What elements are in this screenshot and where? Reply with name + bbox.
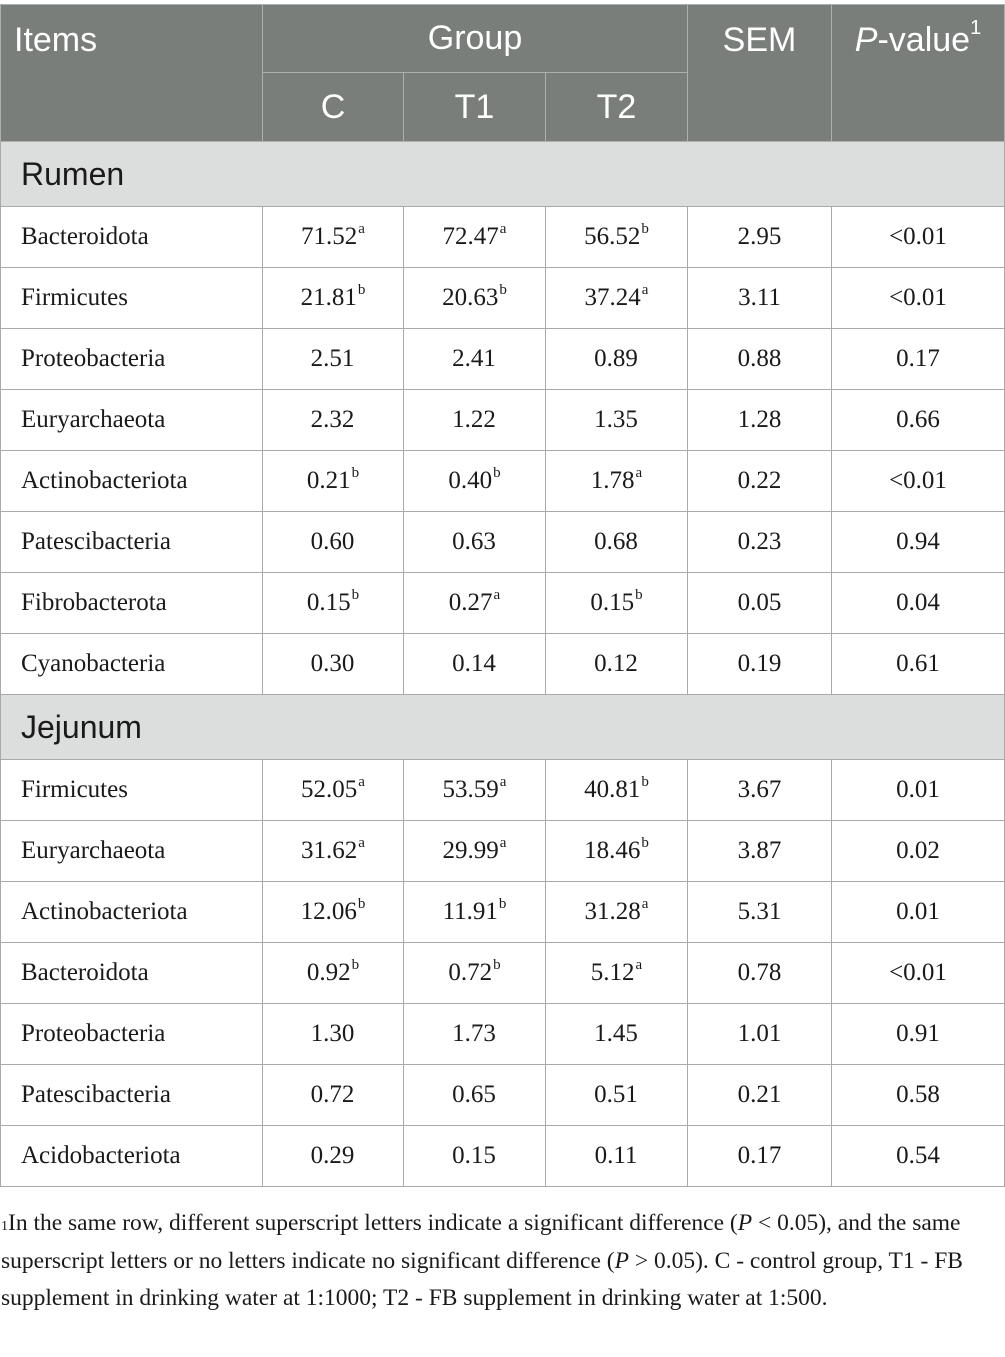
group-t1-superscript: b: [493, 957, 501, 973]
group-t2-value: 0.15: [590, 589, 635, 616]
footnote-italic-p-2: P: [614, 1247, 629, 1274]
group-c-superscript: b: [351, 957, 360, 973]
pvalue-cell: <0.01: [832, 268, 1005, 329]
group-t1-value: 0.14: [452, 650, 496, 677]
group-t2-value: 5.12: [590, 959, 635, 986]
group-c-value-cell: [263, 943, 404, 1004]
table-header: [1, 5, 1005, 142]
pvalue-cell: 0.17: [832, 329, 1005, 390]
group-t1-superscript: b: [499, 282, 507, 298]
group-t2-value: 37.24: [584, 284, 641, 311]
table-row: [1, 1126, 1005, 1187]
sem-value-cell: 5.31: [688, 882, 832, 943]
sem-value-cell: 1.28: [688, 390, 832, 451]
table-row: [1, 634, 1005, 695]
sem-value-cell: 0.23: [688, 512, 832, 573]
group-t1-header: T1: [404, 73, 546, 142]
item-name-cell: Euryarchaeota: [1, 821, 263, 882]
group-c-value: 12.06: [300, 898, 357, 925]
pvalue-cell: 0.91: [832, 1004, 1005, 1065]
group-t1-value: 11.91: [442, 898, 498, 925]
sem-value-cell: 0.22: [688, 451, 832, 512]
group-t2-value-cell: [546, 821, 688, 882]
pvalue-cell: 0.02: [832, 821, 1005, 882]
group-t1-superscript: a: [499, 774, 507, 790]
group-c-value-cell: [263, 329, 404, 390]
item-name-cell: Firmicutes: [1, 268, 263, 329]
group-t1-value-cell: [404, 268, 546, 329]
group-t1-superscript: b: [498, 896, 507, 912]
table-row: [1, 943, 1005, 1004]
group-c-value-cell: [263, 1126, 404, 1187]
group-t2-value: 1.35: [594, 406, 638, 433]
item-name-cell: Firmicutes: [1, 760, 263, 821]
group-t2-value: 31.28: [584, 898, 641, 925]
group-t2-value-cell: [546, 1126, 688, 1187]
table-body: [1, 142, 1005, 1187]
group-c-value: 2.51: [310, 345, 355, 372]
group-c-value-cell: [263, 1004, 404, 1065]
group-t1-value: 0.65: [452, 1081, 496, 1108]
group-t2-value: 40.81: [584, 776, 641, 803]
table-row: [1, 207, 1005, 268]
sem-value-cell: 3.11: [688, 268, 832, 329]
table-row: [1, 451, 1005, 512]
group-t2-value: 56.52: [584, 223, 641, 250]
group-t2-superscript: b: [641, 835, 649, 851]
group-t1-value-cell: [404, 512, 546, 573]
group-c-value: 2.32: [310, 406, 355, 433]
sem-value-cell: 2.95: [688, 207, 832, 268]
table-row: [1, 882, 1005, 943]
pvalue-cell: <0.01: [832, 451, 1005, 512]
item-name-cell: Actinobacteriota: [1, 451, 263, 512]
pvalue-cell: <0.01: [832, 207, 1005, 268]
group-t1-value: 72.47: [442, 223, 499, 250]
group-t2-header: T2: [546, 73, 688, 142]
results-table: [0, 4, 1005, 1187]
group-c-value-cell: [263, 207, 404, 268]
group-t2-superscript: b: [641, 774, 649, 790]
footnote-marker: 1: [1, 1219, 8, 1234]
group-t1-superscript: a: [499, 221, 507, 237]
footnote-text-3: > 0.05). C - control group, T1 - FB supplement in drinking water at 1:1000; T2 - FB supplement in drinking water at 1:500.: [1, 1247, 963, 1311]
pvalue-italic-p: P: [854, 21, 878, 59]
group-c-superscript: b: [351, 465, 360, 481]
pvalue-cell: 0.66: [832, 390, 1005, 451]
group-t1-value-cell: [404, 634, 546, 695]
group-t1-superscript: a: [499, 835, 507, 851]
group-t2-value-cell: [546, 760, 688, 821]
group-t2-value-cell: [546, 882, 688, 943]
group-t2-superscript: a: [641, 896, 649, 912]
group-c-value: 0.21: [306, 467, 351, 494]
group-t1-value: 0.40: [448, 467, 493, 494]
group-c-value-cell: [263, 1065, 404, 1126]
group-t1-value-cell: [404, 207, 546, 268]
group-t2-value: 0.68: [594, 528, 638, 555]
group-t1-value-cell: [404, 390, 546, 451]
item-name-cell: Actinobacteriota: [1, 882, 263, 943]
group-t2-superscript: a: [635, 465, 643, 481]
pvalue-cell: 0.04: [832, 573, 1005, 634]
pvalue-label: -value: [877, 21, 971, 59]
pvalue-cell: 0.94: [832, 512, 1005, 573]
group-t1-value-cell: [404, 573, 546, 634]
group-t1-value-cell: [404, 882, 546, 943]
items-column-header: Items: [1, 5, 263, 142]
group-column-header: Group: [263, 5, 688, 73]
group-t1-value: 0.15: [452, 1142, 496, 1169]
group-t2-superscript: b: [641, 221, 649, 237]
pvalue-cell: 0.58: [832, 1065, 1005, 1126]
group-t2-value-cell: [546, 943, 688, 1004]
group-t2-value-cell: [546, 634, 688, 695]
group-t2-value: 0.12: [594, 650, 638, 677]
table-row: [1, 329, 1005, 390]
group-t1-value: 53.59: [442, 776, 499, 803]
table-row: [1, 1004, 1005, 1065]
item-name-cell: Patescibacteria: [1, 512, 263, 573]
group-t2-value-cell: [546, 1065, 688, 1126]
group-t1-value-cell: [404, 821, 546, 882]
table-row: [1, 390, 1005, 451]
group-c-superscript: a: [358, 774, 365, 790]
table-row: [1, 268, 1005, 329]
group-c-value: 0.15: [306, 589, 351, 616]
group-c-value: 0.30: [310, 650, 355, 677]
group-t1-value-cell: [404, 451, 546, 512]
group-c-value: 52.05: [301, 776, 358, 803]
sem-value-cell: 0.19: [688, 634, 832, 695]
group-t2-value: 18.46: [584, 837, 641, 864]
group-t1-value: 2.41: [452, 345, 496, 372]
group-t2-value-cell: [546, 268, 688, 329]
group-t2-value: 0.89: [594, 345, 638, 372]
sem-value-cell: 0.21: [688, 1065, 832, 1126]
section-header-row: [1, 142, 1005, 207]
group-t2-value-cell: [546, 207, 688, 268]
section-title: Rumen: [1, 142, 1005, 207]
group-t1-value: 0.27: [448, 589, 493, 616]
group-c-value: 71.52: [301, 223, 358, 250]
group-c-superscript: b: [357, 282, 366, 298]
group-t2-superscript: a: [641, 282, 649, 298]
group-c-value: 0.29: [310, 1142, 355, 1169]
sem-value-cell: 1.01: [688, 1004, 832, 1065]
group-t1-superscript: b: [493, 465, 501, 481]
section-title: Jejunum: [1, 695, 1005, 760]
group-t2-value-cell: [546, 451, 688, 512]
sem-value-cell: 0.05: [688, 573, 832, 634]
table-row: [1, 1065, 1005, 1126]
group-c-value-cell: [263, 268, 404, 329]
sem-value-cell: 0.17: [688, 1126, 832, 1187]
group-t2-superscript: b: [635, 587, 643, 603]
group-c-value-cell: [263, 512, 404, 573]
pvalue-cell: <0.01: [832, 943, 1005, 1004]
item-name-cell: Bacteroidota: [1, 207, 263, 268]
group-c-value-cell: [263, 760, 404, 821]
pvalue-footnote-marker: 1: [970, 17, 982, 39]
item-name-cell: Bacteroidota: [1, 943, 263, 1004]
sem-value-cell: 0.88: [688, 329, 832, 390]
group-t2-value-cell: [546, 329, 688, 390]
group-c-header: C: [263, 73, 404, 142]
item-name-cell: Fibrobacterota: [1, 573, 263, 634]
footnote-text-1: In the same row, different superscript letters indicate a significant difference (: [8, 1210, 738, 1236]
group-c-value: 21.81: [300, 284, 357, 311]
group-t1-value-cell: [404, 1004, 546, 1065]
group-t1-value: 20.63: [442, 284, 499, 311]
group-t1-value-cell: [404, 1126, 546, 1187]
group-t1-value-cell: [404, 943, 546, 1004]
group-c-value: 0.60: [310, 528, 355, 555]
table-row: [1, 821, 1005, 882]
group-c-value-cell: [263, 634, 404, 695]
group-t1-value: 1.73: [452, 1020, 496, 1047]
group-t1-value: 29.99: [442, 837, 499, 864]
group-t2-value-cell: [546, 512, 688, 573]
pvalue-cell: 0.01: [832, 882, 1005, 943]
group-t2-value: 1.45: [594, 1020, 638, 1047]
group-t2-value: 0.11: [594, 1142, 638, 1169]
group-c-value: 31.62: [301, 837, 358, 864]
sem-value-cell: 0.78: [688, 943, 832, 1004]
group-c-superscript: b: [357, 896, 366, 912]
group-t2-value-cell: [546, 390, 688, 451]
group-c-value-cell: [263, 573, 404, 634]
group-t2-value-cell: [546, 573, 688, 634]
group-t2-value-cell: [546, 1004, 688, 1065]
table-row: [1, 512, 1005, 573]
footnote-text-2: < 0.05), and the same superscript letters or no letters indicate no significant difference (: [1, 1210, 961, 1274]
group-c-superscript: a: [358, 835, 365, 851]
group-t1-value-cell: [404, 760, 546, 821]
group-t1-superscript: a: [493, 587, 501, 603]
item-name-cell: Proteobacteria: [1, 329, 263, 390]
group-t2-superscript: a: [635, 957, 643, 973]
group-c-value: 0.92: [306, 959, 351, 986]
group-t2-value: 0.51: [594, 1081, 638, 1108]
group-t1-value: 1.22: [452, 406, 496, 433]
group-t1-value-cell: [404, 1065, 546, 1126]
sem-value-cell: 3.67: [688, 760, 832, 821]
group-c-value-cell: [263, 821, 404, 882]
pvalue-column-header: [832, 5, 1005, 142]
group-c-superscript: b: [351, 587, 360, 603]
pvalue-cell: 0.01: [832, 760, 1005, 821]
item-name-cell: Euryarchaeota: [1, 390, 263, 451]
item-name-cell: Acidobacteriota: [1, 1126, 263, 1187]
group-c-value-cell: [263, 882, 404, 943]
sem-column-header: SEM: [688, 5, 832, 142]
sem-value-cell: 3.87: [688, 821, 832, 882]
table-row: [1, 573, 1005, 634]
pvalue-cell: 0.54: [832, 1126, 1005, 1187]
table-row: [1, 760, 1005, 821]
group-t1-value: 0.72: [448, 959, 493, 986]
group-c-value-cell: [263, 451, 404, 512]
group-c-superscript: a: [358, 221, 365, 237]
item-name-cell: Cyanobacteria: [1, 634, 263, 695]
group-t1-value-cell: [404, 329, 546, 390]
group-c-value-cell: [263, 390, 404, 451]
footnote-italic-p-1: P: [737, 1210, 753, 1236]
pvalue-cell: 0.61: [832, 634, 1005, 695]
group-c-value: 0.72: [310, 1081, 355, 1108]
group-t2-value: 1.78: [590, 467, 635, 494]
group-c-value: 1.30: [310, 1020, 355, 1047]
table-footnote: [1, 1205, 1001, 1318]
item-name-cell: Proteobacteria: [1, 1004, 263, 1065]
item-name-cell: Patescibacteria: [1, 1065, 263, 1126]
group-t1-value: 0.63: [452, 528, 496, 555]
section-header-row: [1, 695, 1005, 760]
